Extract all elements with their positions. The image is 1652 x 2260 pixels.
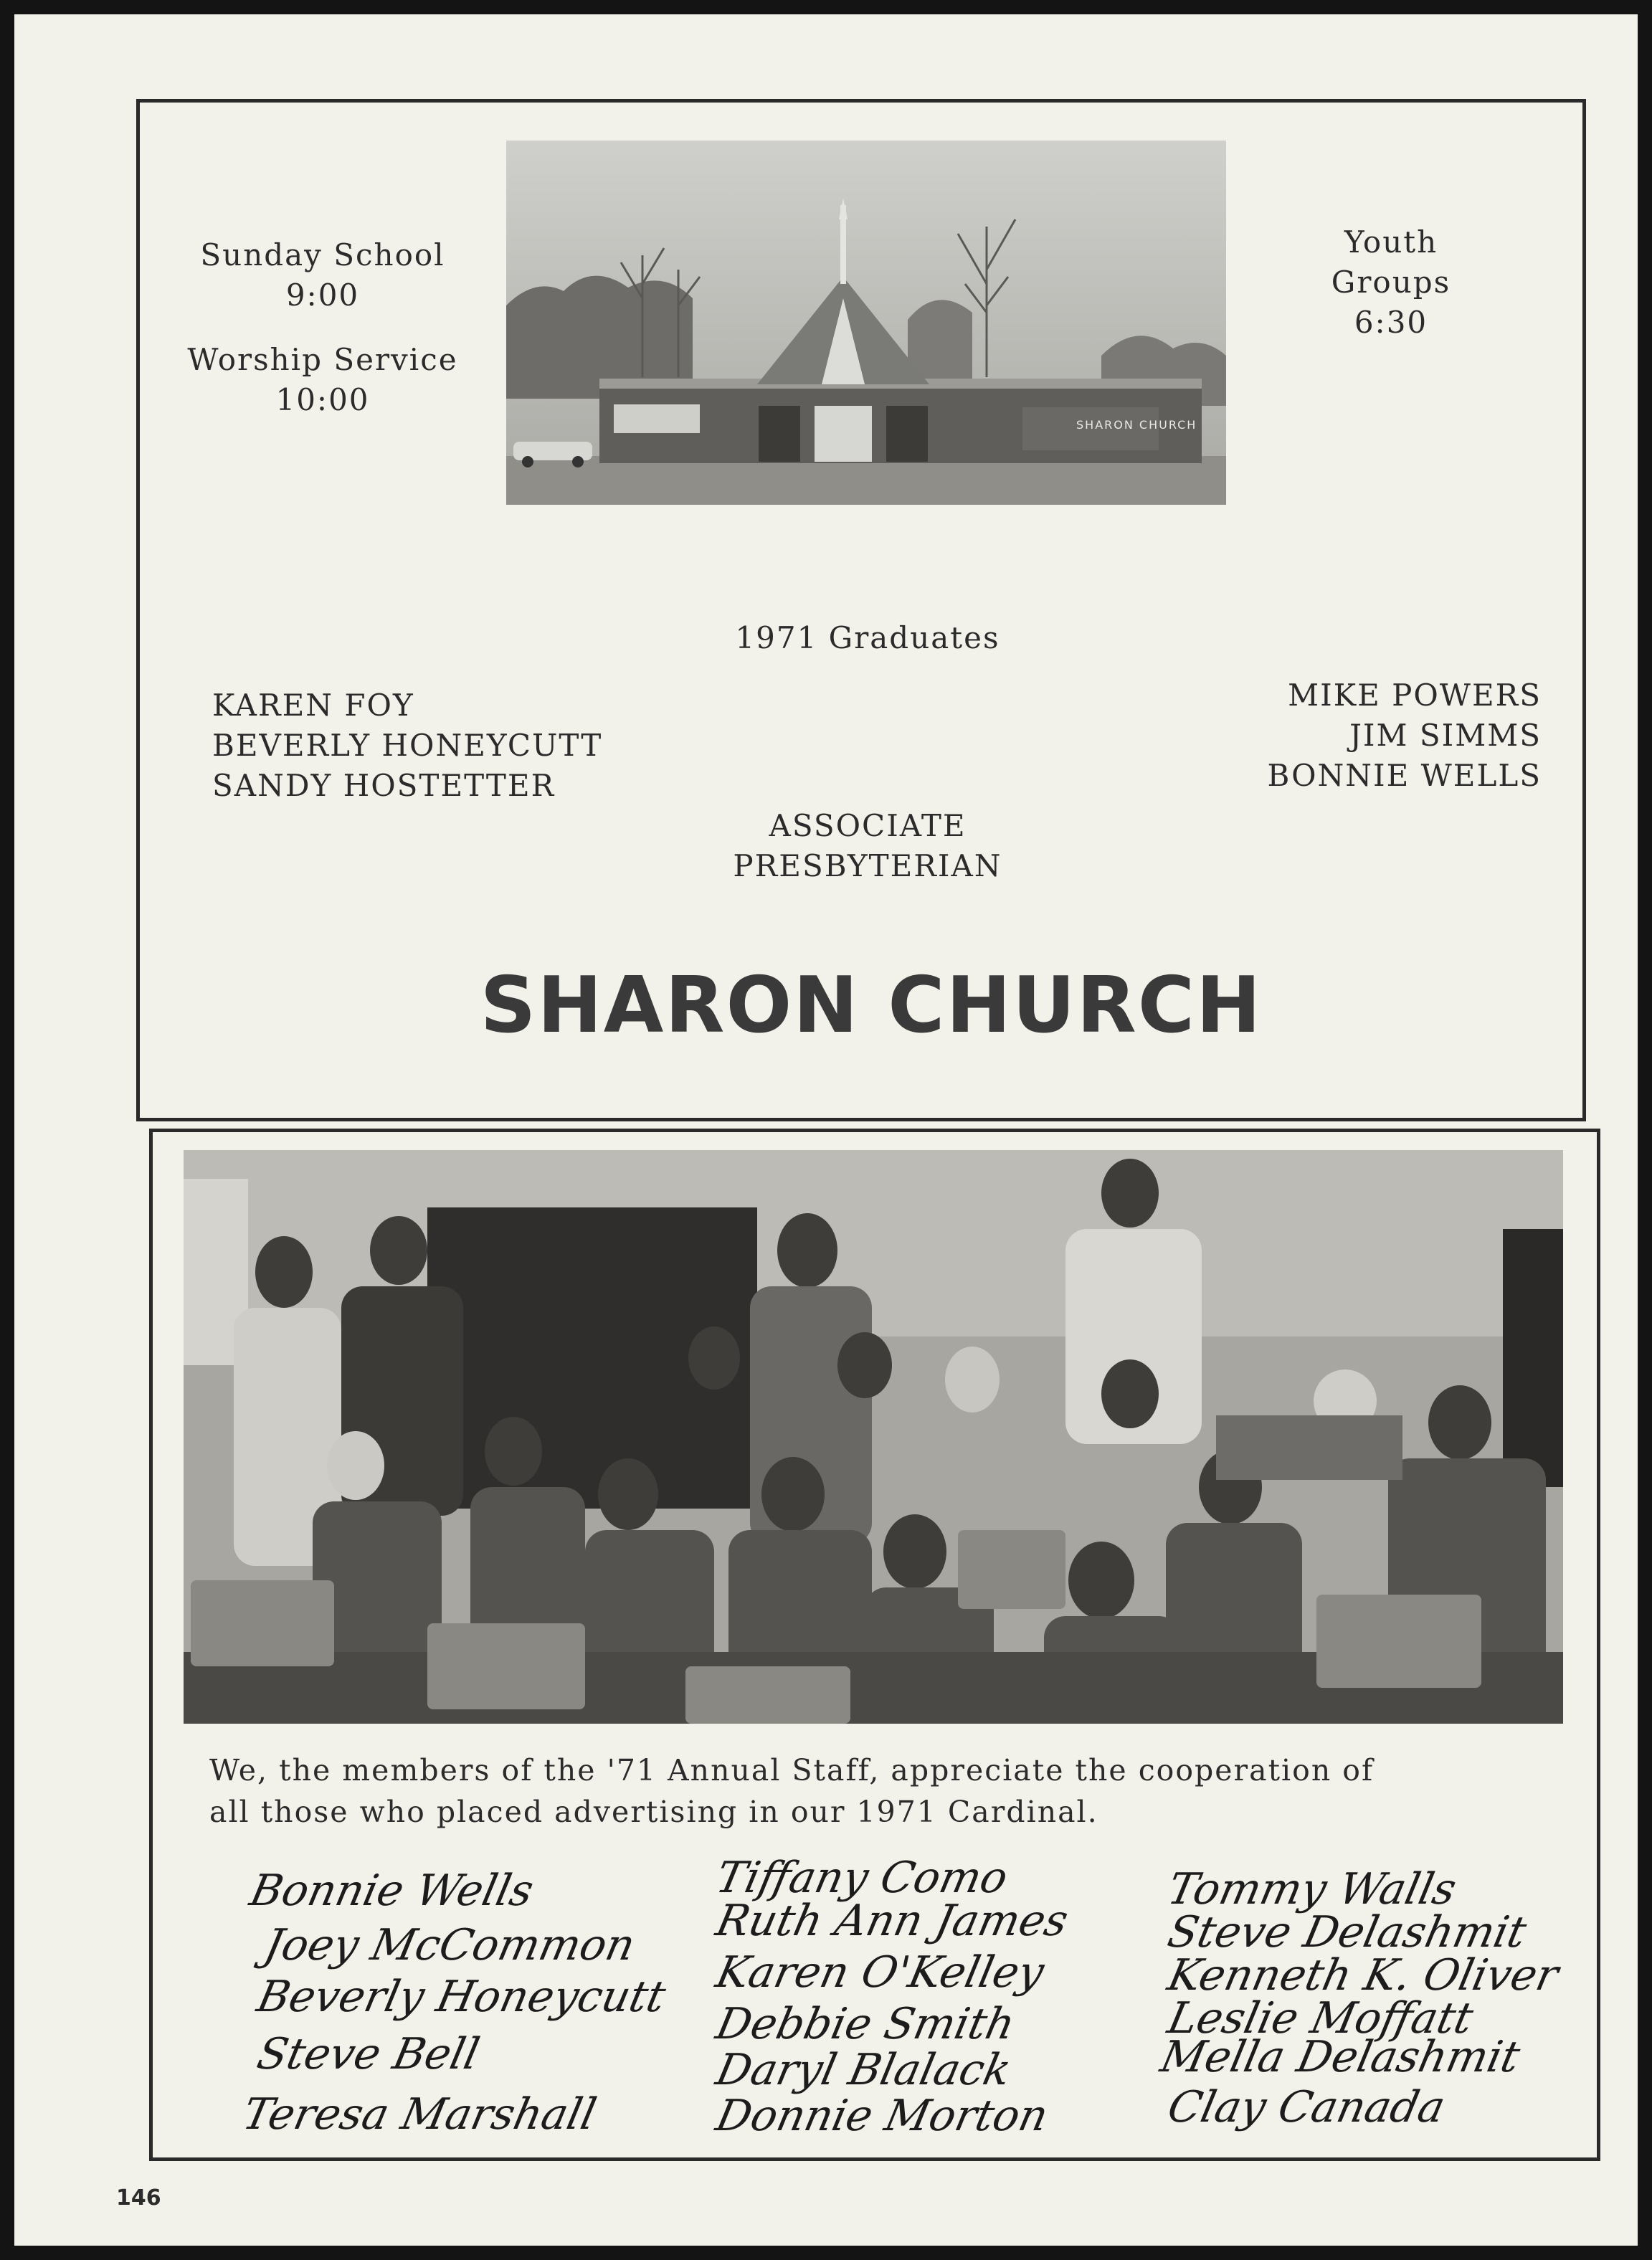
signature: Debbie Smith bbox=[711, 1999, 1020, 2049]
signature: Beverly Honeycutt bbox=[252, 1972, 670, 2022]
staff-caption bbox=[209, 1749, 1557, 1833]
youth-groups-block bbox=[1269, 222, 1513, 343]
annual-staff-photo bbox=[184, 1150, 1563, 1724]
sunday-school-time: 9:00 bbox=[285, 277, 360, 313]
graduates-right-list bbox=[1032, 675, 1542, 796]
signature: Tiffany Como bbox=[711, 1853, 1012, 1903]
caption-line2: all those who placed advertising in our 1971 Cardinal. bbox=[209, 1795, 1098, 1829]
signature: Ruth Ann James bbox=[711, 1896, 1073, 1946]
graduate-name: SANDY HOSTETTER bbox=[212, 768, 556, 803]
graduates-left-list bbox=[212, 685, 714, 806]
worship-service-time: 10:00 bbox=[275, 382, 370, 417]
graduate-name: BEVERLY HONEYCUTT bbox=[212, 728, 603, 763]
worship-service-label: Worship Service bbox=[187, 342, 458, 377]
sunday-school-label: Sunday School bbox=[200, 237, 445, 272]
signature: Bonnie Wells bbox=[245, 1866, 538, 1916]
youth-groups-line1: Youth bbox=[1344, 224, 1438, 260]
youth-groups-line2: Groups bbox=[1331, 265, 1451, 300]
page-number: 146 bbox=[116, 2185, 161, 2211]
signature: Mella Delashmit bbox=[1156, 2032, 1524, 2082]
graduates-heading: 1971 Graduates bbox=[735, 620, 1000, 655]
church-name-title: SHARON CHURCH bbox=[480, 961, 1263, 1050]
graduate-name: MIKE POWERS bbox=[1288, 678, 1542, 713]
signature: Daryl Blalack bbox=[711, 2045, 1016, 2095]
sunday-school-block bbox=[158, 235, 488, 315]
graduate-name: BONNIE WELLS bbox=[1267, 758, 1542, 793]
signature: Joey McCommon bbox=[260, 1920, 640, 1970]
denomination-line1: ASSOCIATE bbox=[769, 808, 967, 843]
caption-line1: We, the members of the '71 Annual Staff, appreciate the cooperation of bbox=[209, 1753, 1375, 1787]
signature: Karen O'Kelley bbox=[711, 1947, 1049, 1998]
signature: Steve Bell bbox=[252, 2029, 484, 2079]
graduate-name: JIM SIMMS bbox=[1349, 718, 1542, 753]
worship-service-block bbox=[158, 340, 488, 420]
denomination-block bbox=[674, 806, 1061, 886]
signature: Kenneth K. Oliver bbox=[1163, 1950, 1563, 2000]
signature: Tommy Walls bbox=[1163, 1864, 1461, 1914]
signature: Teresa Marshall bbox=[238, 2089, 601, 2140]
signature: Clay Canada bbox=[1163, 2082, 1450, 2132]
church-sign-text: SHARON CHURCH bbox=[1076, 418, 1197, 432]
denomination-line2: PRESBYTERIAN bbox=[733, 848, 1002, 883]
signature: Leslie Moffatt bbox=[1163, 1993, 1478, 2043]
graduate-name: KAREN FOY bbox=[212, 688, 414, 723]
signature: Donnie Morton bbox=[711, 2091, 1053, 2141]
youth-groups-time: 6:30 bbox=[1354, 305, 1428, 340]
yearbook-page bbox=[14, 14, 1638, 2246]
signature: Steve Delashmit bbox=[1163, 1907, 1531, 1957]
church-photo bbox=[506, 141, 1226, 505]
